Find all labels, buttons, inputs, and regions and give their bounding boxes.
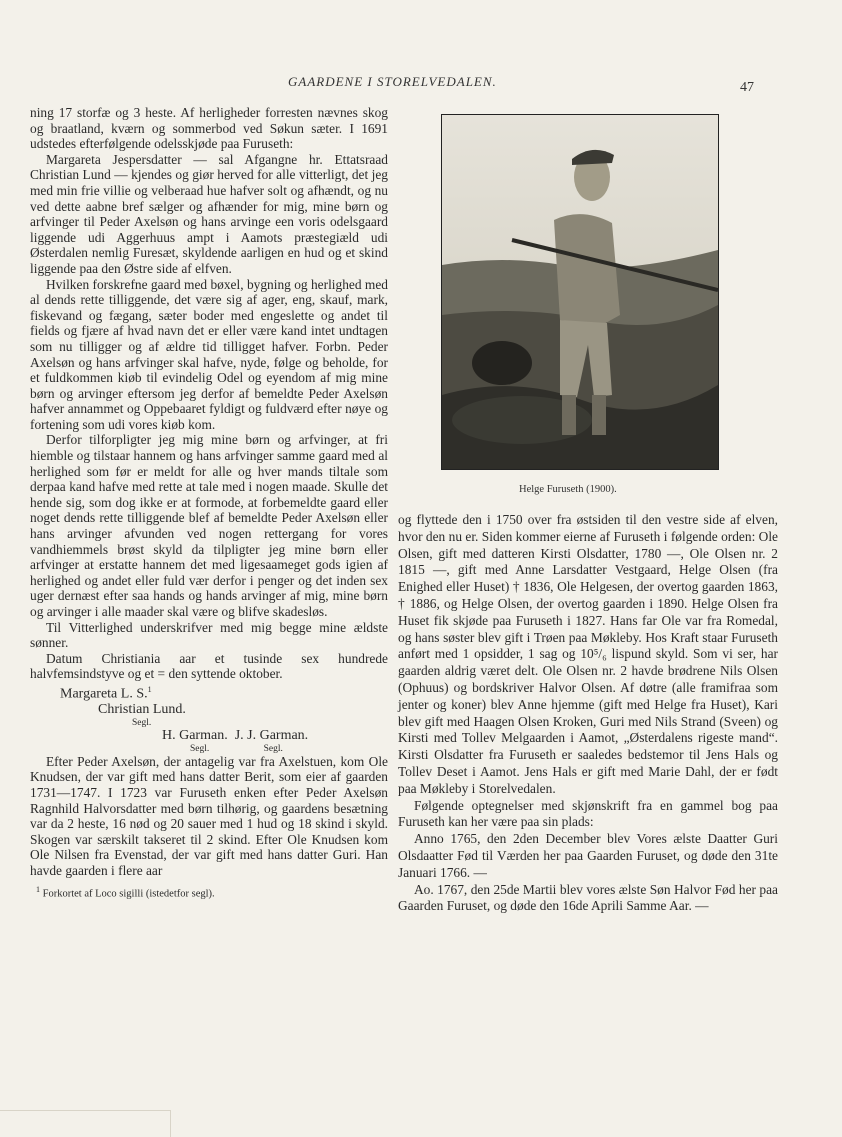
intro-paragraph: ning 17 storfæ og 3 heste. Af herligheder forresten nævnes skog og braatland, kværn og sommerbod ved Søkun sæter. I 1691 udstedes efterfølgende odelsskjøde paa Furuseth:: [30, 105, 388, 152]
signature-margareta: [30, 682, 388, 702]
portrait-illustration: [442, 115, 718, 469]
deed-paragraph-2: Hvilken forskrefne gaard med bøxel, bygning og herlighed med al dends rette tilliggende, det være sig af ager, eng, skauf, mark, fiskevand og fægang, sæter boder med engeslette og andet til fields og fjære af hvad navn det er eller være kand intet undtagen som nu tilligger og af ældre tid tilligget hafver. Forbn. Peder Axelsøn og hans arfvinger skal hafve, nyde, følge og beholde, for et fuldkommen kiøb til evindelig Odel og eyendom af mig mine børn og arvinger eftersom jeg derfor af bemeldte Peder Axelsøn hafver annammet og Oppebaaret fyldigt og fuldværd efter nøye og fortening som udi vores kiøb kom.: [30, 276, 388, 432]
deed-quote: [30, 152, 388, 754]
record-1767: Ao. 1767, den 25de Martii blev vores ælste Søn Halvor Fød her paa Gaarden Furuset, og døde den 16de Aprili Samme Aar. —: [398, 881, 778, 914]
running-title: GAARDENE I STORELVEDALEN.: [288, 74, 497, 89]
left-column: [30, 105, 388, 900]
signature-garman: H. Garman. J. J. Garman.: [162, 727, 309, 743]
seal-labels: Segl. Segl.: [190, 743, 283, 754]
record-1765: Anno 1765, den 2den December blev Vores ælste Daatter Guri Olsdaatter Fød til Værden her paa Gaarden Furuset, og døde den 31te Januari 1766. —: [398, 831, 778, 880]
page-number: 47: [740, 80, 754, 95]
portrait-photo: [441, 114, 719, 470]
history-paragraph: Efter Peder Axelsøn, der antagelig var fra Axelstuen, kom Ole Knudsen, der var gift med hans datter Berit, som eier af gaarden 1731—1747. I 1723 var Furuseth enken efter Peder Axelsøn Ragnhild Halvorsdatter med børn tilhørig, og gaardens besætning var da 2 heste, 16 nød og 20 sauer med 1 hud og 18 skind i skyld. Skogen var særskilt takseret til 2 skind. Efter Ole Knudsen kom Ole Nilsen fra Evenstad, der var gift med hans datter Guri. Han havde gaarden i flere aar: [30, 753, 388, 878]
deed-paragraph-1: Margareta Jespersdatter — sal Afgangne hr. Ettatsraad Christian Lund — kjendes og giør herved for alle vitterligt, det jeg med min frie villie og velberaad hue hafver solt og afhændt, og nu ved dette aabne bref sælger og afhænder for mig, mine børn og arfvinger til Peder Axelsøn og hans arvinge een voris odelsgaard liggende udi Aggerhuus ampt i Aamots præstegiæld udi Østerdalen nemlig Furesæt, skyldende aarligen en hud og et skind liggende paa den Østre side af elfven.: [30, 151, 388, 276]
right-column: [398, 512, 778, 915]
footnote: [30, 883, 388, 901]
footnote-ref: 1: [147, 684, 152, 694]
signature-margareta-text: Margareta L. S.: [60, 686, 148, 702]
owners-paragraph: og flyttede den i 1750 over fra østsiden til den vestre side af elven, hvor den nu er. Siden kommer eierne af Furuseth i følgende orden: Ole Olsen, gift med datteren Kirsti Olsdatter, 1780 —, Ole Olsen nr. 2 1815 —, gift med Anne Larsdatter Vestgaard, Helge Olsen (fra Enighed eller Huset) † 1836, Ole Helgesen, der overtog gaarden 1863, † 1886, og Helge Olsen, der overtog gaarden i 1890. Helge Olsen fra Huset fik skjøde paa Furuseth i 1827. Hans far Ole var fra Romedal, og hans søster blev gift i Trøen paa Møkleby. Hos Kraft staar Furuseth anført med 1 opsidder, 1 sag og 10⁵/₆ lispund skyld. Som vi ser, har gaarden aldrig været delt. Ole Olsen nr. 2 havde brødrene Nils Olsen (Ophuus) og bordskriver Halvor Olsen. Af døtre (alle framifraa som jenter og koner) blev Anne hjemme (gift med Helge fra Huset), Kari blev gift med Haagen Olsen Kroken, Guri med Nils Strand (Sveen) og Kirsti med Tollev Melgaarden i Aamot, „Østerdalens rigeste mand“. Kirsti Olsdatter fra Furuseth er saaledes bedstemor til Jens Hals og Tollev Deset i Aamot. Jens Hals er gift med Marie Dahl, der er født paa Møkleby i Storelvedalen.: [398, 512, 778, 796]
page-edge: [0, 1110, 171, 1137]
footnote-text: Forkortet af Loco sigilli (istedetfor segl).: [42, 888, 215, 900]
deed-paragraph-5: Datum Christiania aar et tusinde sex hundrede halvfemsindstyve og et = den syttende oktober.: [30, 650, 388, 682]
photo-caption: Helge Furuseth (1900).: [519, 484, 617, 495]
signature-christian: Christian Lund.: [98, 702, 186, 718]
footnote-mark: 1: [36, 884, 40, 894]
records-intro: Følgende optegnelser med skjønskrift fra en gammel bog paa Furuseth kan her være paa sin plads:: [398, 797, 778, 830]
deed-paragraph-4: Til Vitterlighed underskrifver med mig begge mine ældste sønner.: [30, 619, 388, 651]
seal-label: Segl.: [132, 717, 152, 728]
deed-paragraph-3: Derfor tilforpligter jeg mig mine børn og arfvinger, at fri hiemble og tilstaar hannem og hans arfvinger samme gaard med al herlighed som før er meldt for alle og hver mands tiltale som derpaa kand hafve med rette at tale med i nogen maade. Skulle det hende sig, som dog ikke er at formode, at forbemeldte gaard eller noget dends rette tilliggende blef af bemeldte Peder Axelsøn eller hans arvinger afvunden ved nogen rettergang for vores vandhiemmels brøst skyld da tilpligter jeg mine børn eller arfvinger at erstatte hannem det med ligesaameget gods igien af herlighed og andet eller fuld vær derfor i penger og det inden sex uger dernæst efter saa hands og hands arvinger af mig, mine børn og arvinger i alle maader skal være og blifve skadesløs.: [30, 432, 388, 619]
